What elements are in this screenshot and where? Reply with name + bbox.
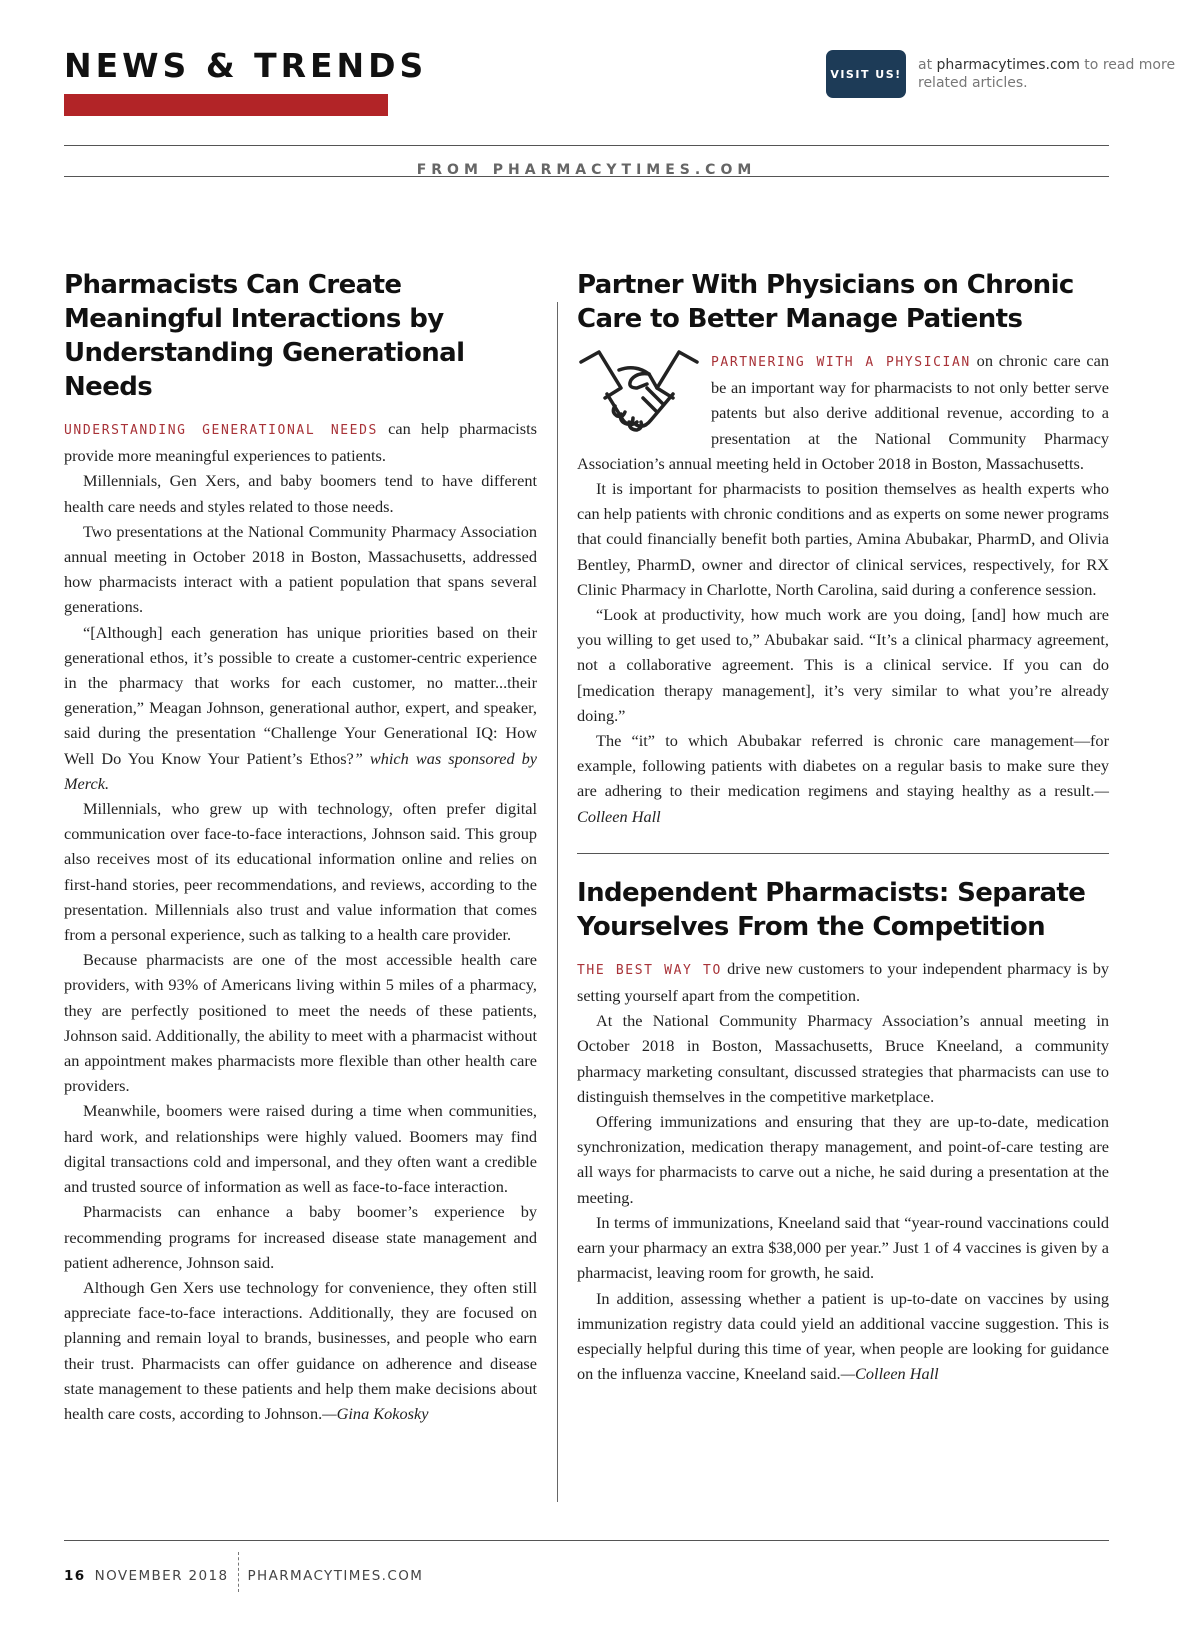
story-generational-needs [64,268,537,1426]
story2-leadin: PARTNERING WITH A PHYSICIAN [711,355,971,370]
story3-p5-text: In addition, assessing whether a patient is up-to-date on vaccines by using immunization registry data could yield an additional vaccine suggestion. This is especially helpful during this time of year, when people are looking for guidance on the influenza vaccine, Kneeland said. [577,1288,1109,1384]
story1-byline: —Gina Kokosky [322,1403,429,1423]
story2-paragraph: “Look at productivity, how much work are you doing, [and] how much are you willing to get used to,” Abubakar said. “It’s a clinical pharmacy agreement, not a collaborative agreement. This is a clinical service. If you can do [medication therapy management], it’s very similar to what you’re already doing.” [577,605,1109,725]
story3-byline: —Colleen Hall [840,1364,939,1384]
story2-paragraph: It is important for pharmacists to position themselves as health experts who can help patients with chronic conditions and as experts on some newer programs that could financially benefit both parties, Amina Abubakar, PharmD, and Olivia Bentley, PharmD, owner and director of clinical services, respectively, for RX Clinic Pharmacy in Charlotte, North Carolina, said during a conference session. [577,479,1109,599]
story1-leadin: UNDERSTANDING GENERATIONAL NEEDS [64,423,378,438]
section-rule-bottom [64,176,1109,177]
visit-pre: at [918,57,937,73]
story1-paragraph: Millennials, Gen Xers, and baby boomers tend to have different health care needs and styles related to those needs. [64,471,537,516]
story-chronic-care [577,268,1109,829]
story1-paragraph: Meanwhile, boomers were raised during a time when communities, hard work, and relationships were highly valued. Boomers may find digital transactions cold and impersonal, and they often want a credible and trusted source of information as well as face-to-face interaction. [64,1101,537,1197]
story2-paragraph [577,728,1109,829]
section-title: NEWS & TRENDS [64,46,428,85]
story2-p1-text: on chronic care can be an important way for pharmacists to not only better serve patents but also derive additional revenue, according to a presentation at the National Community Pharmacy Association’s annual meeting held in October 2018 in Boston, Massachusetts. [577,351,1110,473]
visit-us-badge[interactable]: VISIT US! [826,50,906,98]
story-separator [577,853,1109,854]
story1-paragraph [64,620,537,796]
footer-rule [64,1540,1109,1541]
story1-paragraph [64,1275,537,1426]
page-number: 16 [64,1568,86,1584]
handshake-icon [577,348,701,444]
story-independent-pharmacists [577,876,1109,1386]
story3-paragraph [577,1286,1109,1387]
story3-headline: Independent Pharmacists: Separate Yourselves From the Competition [577,877,1086,942]
story2-byline: —Colleen Hall [577,781,1109,826]
story3-paragraph: In terms of immunizations, Kneeland said that “year-round vaccinations could earn your pharmacy an extra $38,000 per year.” Just 1 of 4 vaccines is given by a pharmacist, leaving room for growth, he said. [577,1212,1109,1283]
story1-quote-text: “[Although] each generation has unique priorities based on their generational ethos, it’s possible to create a customer-centric experience in the pharmacy that works for each customer, no matter...their generation,” Meagan Johnson, generational author, expert, and speaker, said during the presentation “Challenge Your Generational IQ: How Well Do You Know Your Patient’s Ethos? [64,622,537,768]
story1-paragraph: Two presentations at the National Community Pharmacy Association annual meeting in October 2018 in Boston, Massachusetts, addressed how pharmacists interact with a patient population that spans several generations. [64,521,537,617]
section-title-bar [64,94,388,116]
footer-divider [238,1552,239,1592]
story3-p1-text: drive new customers to your independent pharmacy is by setting yourself apart from the competition. [577,958,1109,1006]
story1-sponsor-note: ” which was sponsored by Merck. [64,748,538,793]
story2-p4-text: The “it” to which Abubakar referred is chronic care management—for example, following patients with diabetes on a regular basis to make sure they are adhering to their medication regimens and staying healthy as a result. [577,731,1109,801]
story1-p9-text: Although Gen Xers use technology for convenience, they often still appreciate face-to-face interactions. Additionally, they are focused on planning and remain loyal to brands, businesses, and people who earn their trust. Pharmacists can offer guidance on adherence and disease state management to these patients and help them make decisions about health care costs, according to Johnson. [64,1277,537,1423]
story1-paragraph: Because pharmacists are one of the most accessible health care providers, with 93% of Americans living within 5 miles of a pharmacy, they are perfectly positioned to meet the needs of these patients, Johnson said. Additionally, the ability to meet with a pharmacist without an appointment makes pharmacists more flexible than other health care providers. [64,950,537,1096]
column-divider [557,302,558,1502]
visit-post: to read more related articles. [918,57,1176,91]
story1-headline: Pharmacists Can Create Meaningful Interactions by Understanding Generational Needs [64,270,465,402]
story1-p1-text: can help pharmacists provide more meaningful experiences to patients. [64,419,537,466]
visit-site-link[interactable]: pharmacytimes.com [936,57,1080,73]
story1-paragraph: Pharmacists can enhance a baby boomer’s experience by recommending programs for increased disease state management and patient adherence, Johnson said. [64,1202,537,1272]
section-rule-top [64,145,1109,146]
story1-paragraph: Millennials, who grew up with technology, often prefer digital communication over face-to-face interactions, Johnson said. This group also receives most of its educational information online and relies on first-hand stories, peer recommendations, and reviews, according to the presentation. Millennials also trust and value information that comes from a personal experience, such as talking to a health care provider. [64,799,537,945]
from-pharmacytimes-label: FROM PHARMACYTIMES.COM [416,162,757,178]
page-footer [64,1556,423,1596]
visit-site-text [918,56,1200,92]
story3-leadin: THE BEST WAY TO [577,962,722,978]
issue-date: NOVEMBER 2018 [94,1568,229,1584]
story3-paragraph: Offering immunizations and ensuring that they are up-to-date, medication synchronization, medication therapy management, and point-of-care testing are all ways for pharmacists to carve out a niche, he said during a presentation at the meeting. [577,1112,1109,1207]
story3-paragraph: At the National Community Pharmacy Association’s annual meeting in October 2018 in Boston, Massachusetts, Bruce Kneeland, a community pharmacy marketing consultant, discussed strategies that pharmacists can use to distinguish themselves in the competitive marketplace. [577,1011,1109,1106]
right-column [577,268,1109,1386]
story1-paragraph [64,416,537,468]
story3-paragraph [577,956,1109,1008]
story2-headline: Partner With Physicians on Chronic Care to Better Manage Patients [577,270,1074,334]
footer-site[interactable]: PHARMACYTIMES.COM [247,1568,424,1584]
